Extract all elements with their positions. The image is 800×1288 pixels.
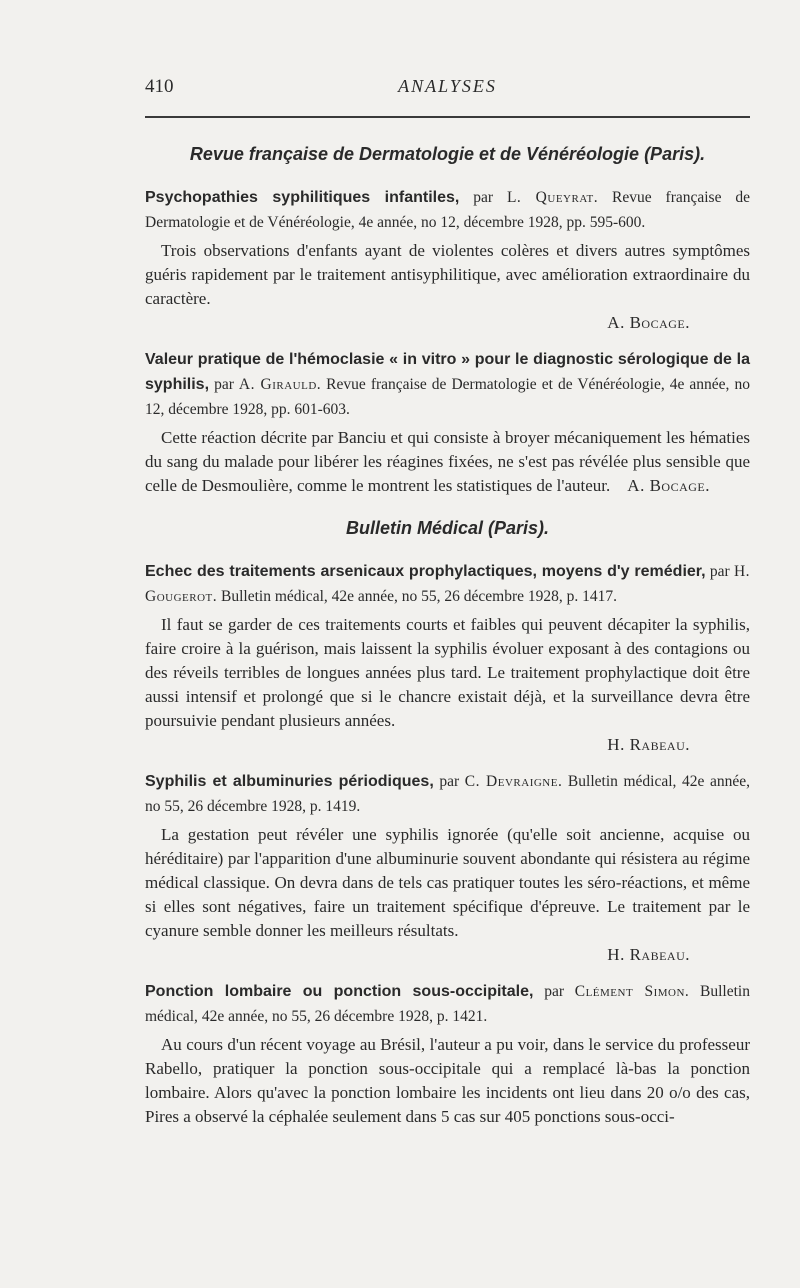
journal-title: Bulletin Médical (Paris).: [345, 518, 550, 538]
article-title: Echec des traitements arsenicaux prophylactiques, moyens d'y remédier,: [145, 563, 706, 580]
article-details: 42e année, no 55, 26 décembre 1928, p. 1417.: [327, 588, 618, 605]
article: [145, 347, 750, 498]
article-details: 4e année, no 12, décembre 1928, pp. 595-600.: [354, 214, 646, 231]
article-journal: Bulletin médical,: [145, 983, 750, 1025]
article: [145, 185, 750, 335]
article-title: Syphilis et albuminuries périodiques,: [145, 773, 434, 790]
article-signature: A. Bocage.: [627, 476, 710, 495]
article-by: par: [459, 189, 507, 206]
article-title: Valeur pratique de l'hémoclasie « in vitro » pour le diagnostic sérologique de la syphilis,: [145, 351, 750, 393]
running-head: [145, 76, 750, 106]
article: [145, 979, 750, 1129]
header-rule: [145, 116, 750, 118]
article-journal: Revue française de Dermatologie et de Vénéréologie,: [321, 376, 665, 393]
article-by: par: [433, 773, 465, 790]
article-body: La gestation peut révéler une syphilis ignorée (qu'elle soit ancienne, acquise ou héréditaire) par l'apparition d'une albuminurie souvent abondante qui résistera au régime médical classique. On devra dans de tels cas pratiquer toutes les séro-réactions, et même si elles sont négatives, faire un traitement spécifique d'épreuve. Le traitement par le cyanure semble donner les meilleurs résultats.: [145, 825, 750, 940]
article: [145, 769, 750, 967]
article-by: par: [209, 376, 239, 393]
journal-title: Revue française de Dermatologie et de Vénéréologie (Paris).: [189, 144, 706, 164]
article-body-text: Cette réaction décrite par Banciu et qui consiste à broyer mécaniquement les hématies du sang du malade pour libérer les réagines fixées, ne s'est pas révélée plus sensible que celle de Desmoulière, comme le montrent les statistiques de l'auteur.: [145, 428, 750, 495]
article-details: 42e année, no 55, 26 décembre 1928, p. 1419.: [145, 773, 750, 815]
running-title: ANALYSES: [398, 76, 497, 96]
article-author: C. Devraigne.: [464, 773, 563, 790]
article-journal: Bulletin médical,: [217, 588, 328, 605]
article: [145, 559, 750, 757]
article-author: L. Queyrat.: [506, 189, 599, 206]
article-author: Clément Simon.: [574, 983, 690, 1000]
article-details: 4e année, no 12, décembre 1928, pp. 601-603.: [145, 376, 750, 418]
article-author: A. Girauld.: [238, 376, 322, 393]
page-content: [145, 142, 750, 1141]
article-body: Au cours d'un récent voyage au Brésil, l'auteur a pu voir, dans le service du professeur Rabello, pratiquer la ponction sous-occipitale qui a remplacé là-bas la ponction lombaire. Alors qu'avec la ponction lombaire les incidents ont lieu dans 20 o/o des cas, Pires a observé la céphalée seulement dans 5 cas sur 405 ponctions sous-occi-: [145, 1035, 750, 1126]
article-body: [145, 426, 750, 498]
article-by: par: [705, 563, 734, 580]
article-details: 42e année, no 55, 26 décembre 1928, p. 1421.: [197, 1008, 488, 1025]
article-signature: A. Bocage.: [607, 313, 690, 332]
article-title: Ponction lombaire ou ponction sous-occipitale,: [145, 983, 534, 1000]
page-number: 410: [145, 76, 174, 97]
article-body: Il faut se garder de ces traitements courts et faibles qui peuvent décapiter la syphilis, faire croire à la guérison, mais laissent la syphilis évoluer exposant à des contagions ou des réveils terribles de longues années plus tard. Le traitement prophylactique doit être aussi intensif et prolongé que si le chancre existait déjà, et la surveillance devra être poursuivie pendant plusieurs années.: [145, 615, 750, 730]
article-journal: Bulletin médical,: [562, 773, 677, 790]
article-by: par: [533, 983, 575, 1000]
article-body: Trois observations d'enfants ayant de violentes colères et divers autres symptômes guéris rapidement par le traitement antisyphilitique, avec amélioration extraordinaire du caractère.: [145, 241, 750, 308]
article-signature: H. Rabeau.: [607, 945, 690, 964]
article-signature: H. Rabeau.: [607, 735, 690, 754]
article-journal: Revue française de Dermatologie et de Vénéréologie,: [145, 189, 750, 231]
article-title: Psychopathies syphilitiques infantiles,: [145, 189, 460, 206]
article-author: H. Gougerot.: [145, 563, 751, 605]
